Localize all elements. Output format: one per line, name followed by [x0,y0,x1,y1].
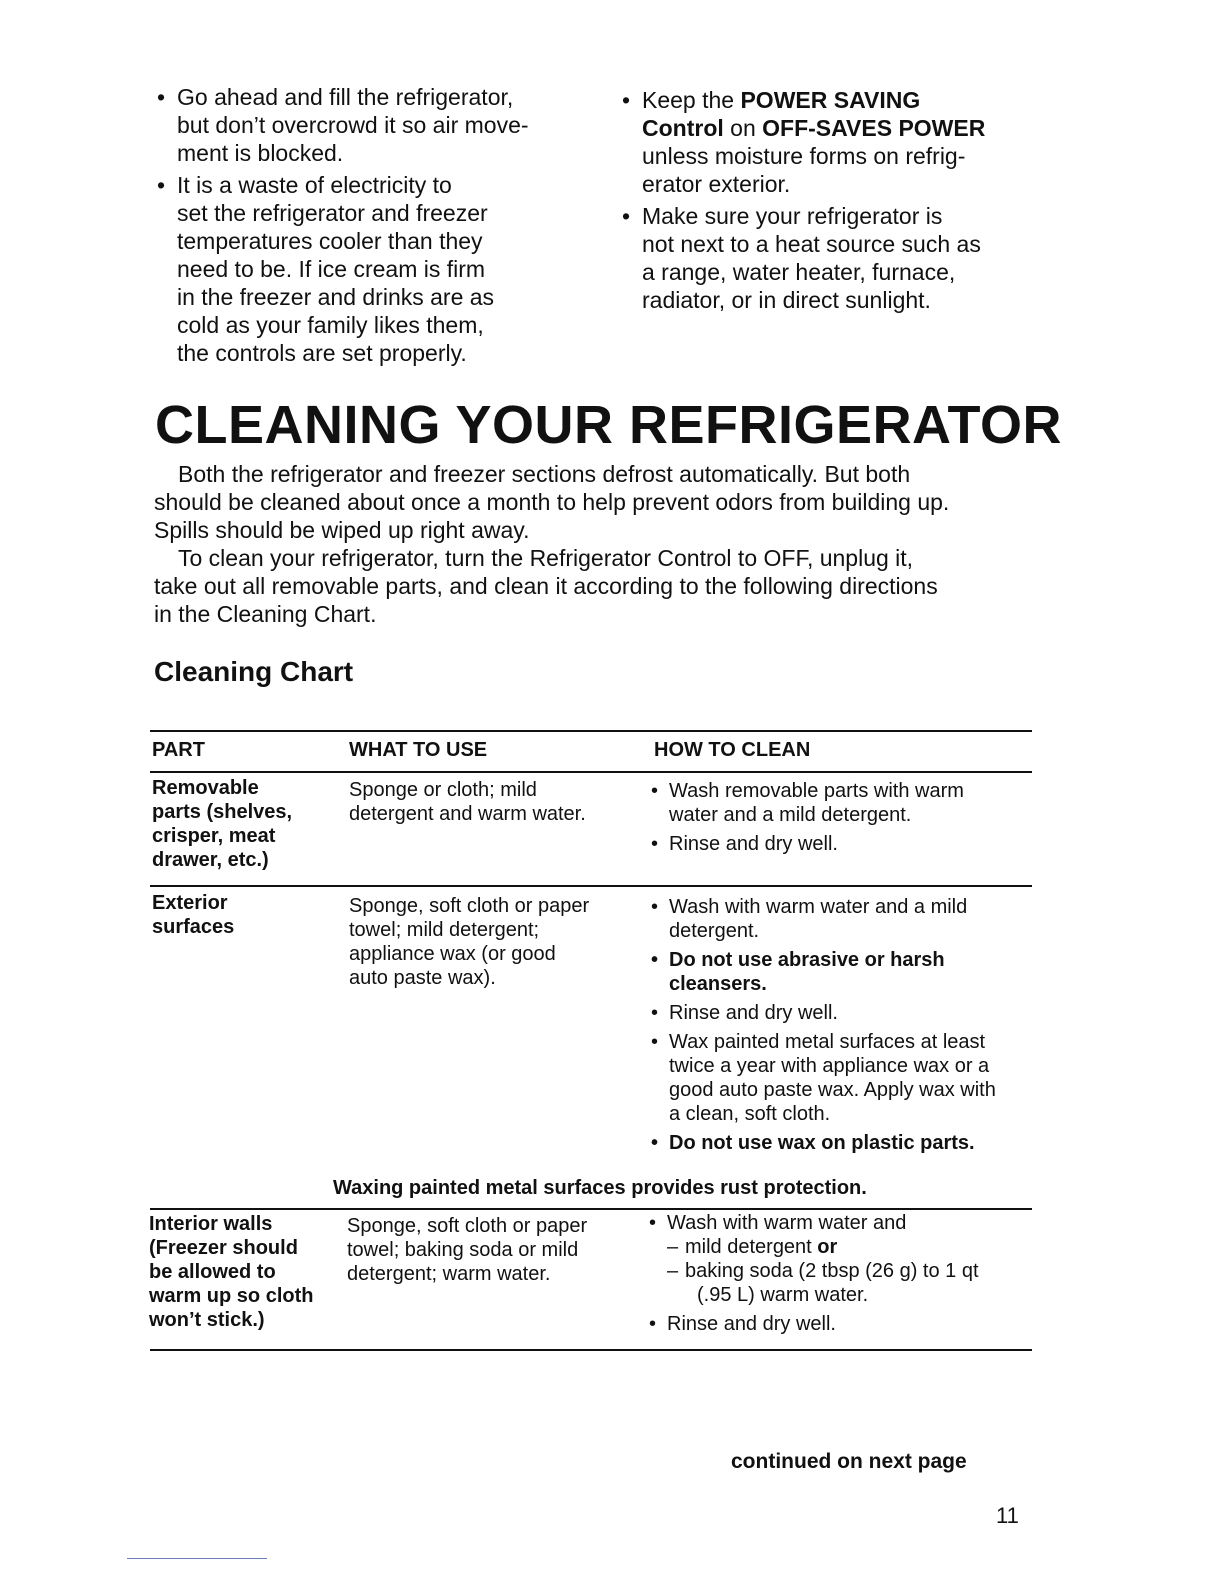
list-item: • Wash removable parts with warm water and a mild detergent. [651,779,1031,827]
list-item: • Do not use wax on plastic parts. [651,1131,1031,1155]
list-item: • Rinse and dry well. [651,832,1031,856]
list-item: • Wax painted metal surfaces at least twice a year with appliance wax or a good auto paste wax. Apply wax with a clean, soft cloth. [651,1030,1031,1126]
list-item: • Wash with warm water and a mild detergent. [651,895,1031,943]
bottom-divider [127,1558,267,1559]
row-removable-how [651,779,1031,861]
rust-protection-note: Waxing painted metal surfaces provides rust protection. [333,1177,867,1199]
row-removable-part: Removable parts (shelves, crisper, meat drawer, etc.) [152,777,293,871]
intro-text: Both the refrigerator and freezer sections defrost automatically. But both should be cleaned about once a month to help prevent odors from building up. Spills should be wiped up right away. To clean your refrigerator, turn the Refrigerator Control to OFF, unplug it, take out all removable parts, and clean it according to the following directions in the Cleaning Chart. [154,461,950,627]
row-interior-how [649,1211,1029,1341]
list-item: • Wash with warm water and – mild detergent or – baking soda (2 tbsp (26 g) to 1 qt (.95 L) warm water. [649,1211,1029,1307]
row-interior-what: Sponge, soft cloth or paper towel; baking soda or mild detergent; warm water. [347,1215,588,1285]
tip-waste-electricity: • It is a waste of electricity to set the refrigerator and freezer temperatures cooler than they need to be. If ice cream is firm in the freezer and drinks are as cold as your family likes them, the controls are set properly. [157,171,587,367]
header-how-to-clean: HOW TO CLEAN [654,739,811,761]
page-number: 11 [996,1503,1019,1528]
row-exterior-what: Sponge, soft cloth or paper towel; mild detergent; appliance wax (or good auto paste wax). [349,895,590,989]
tips-left-column [157,83,587,371]
tip-fill-refrigerator: • Go ahead and fill the refrigerator, but don’t overcrowd it so air move- ment is blocked. [157,83,587,167]
list-item: • Rinse and dry well. [649,1312,1029,1336]
continued-note: continued on next page [731,1450,967,1473]
row-exterior-part: Exterior surfaces [152,892,235,938]
page-title: CLEANING YOUR REFRIGERATOR [155,395,1063,455]
tips-right-column [622,86,1042,318]
header-what-to-use: WHAT TO USE [349,739,488,761]
table-bottom-rule [150,1349,1032,1351]
list-item: – baking soda (2 tbsp (26 g) to 1 qt (.95 L) warm water. [667,1259,1029,1307]
row-rule [150,1208,1032,1210]
tip-heat-source: • Make sure your refrigerator is not next to a heat source such as a range, water heater, furnace, radiator, or in direct sunlight. [622,202,1042,314]
list-item: • Do not use abrasive or harsh cleansers. [651,948,1031,996]
row-exterior-how [651,895,1031,1160]
header-rule [150,771,1032,773]
cleaning-chart-title: Cleaning Chart [154,656,354,687]
tip-power-saving: • Keep the POWER SAVING Control on OFF-SAVES POWER unless moisture forms on refrig- erator exterior. [622,86,1042,198]
row-rule [150,885,1032,887]
list-item: – mild detergent or [667,1235,1029,1259]
row-removable-what: Sponge or cloth; mild detergent and warm water. [349,779,586,825]
table-top-rule [150,730,1032,732]
list-item: • Rinse and dry well. [651,1001,1031,1025]
header-part: PART [152,739,205,761]
row-interior-part: Interior walls (Freezer should be allowed to warm up so cloth won’t stick.) [149,1213,314,1331]
